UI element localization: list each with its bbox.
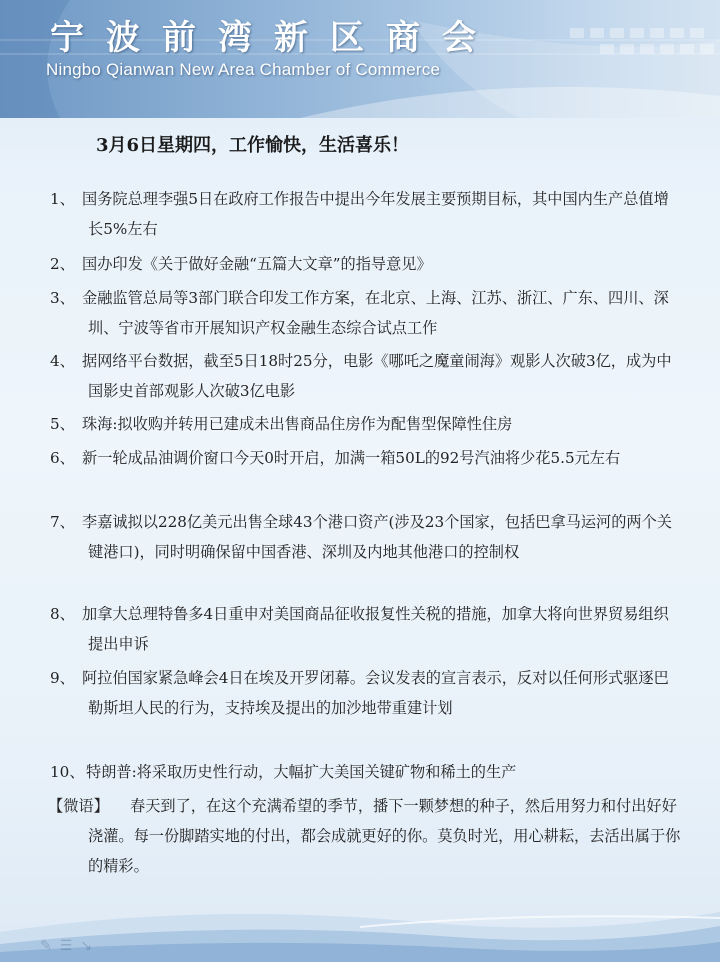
news-text: 特朗普:将采取历史性行动，大幅扩大美国关键矿物和稀土的生产 [86,763,517,781]
arrow-icon: ↘ [80,938,93,954]
news-index: 3、 [50,289,75,307]
footer-wave [0,892,720,962]
news-item-10 [50,757,680,787]
news-index: 7、 [50,513,75,531]
footer-icons [40,938,92,954]
news-text: 国务院总理李强5日在政府工作报告中提出今年发展主要预期目标，其中国内生产总值增长5%左右 [82,190,669,238]
weiyu-tag: 【微语】 [48,797,109,815]
news-text: 李嘉诚拟以228亿美元出售全球43个港口资产(涉及23个国家，包括巴拿马运河的两个关键港口)，同时明确保留中国香港、深圳及内地其他港口的控制权 [82,513,672,561]
pen-icon: ✎ [40,938,52,954]
news-item-9 [50,663,680,723]
news-text: 珠海:拟收购并转用已建成未出售商品住房作为配售型保障性住房 [82,415,513,433]
news-item-8 [50,599,680,659]
news-item-3 [50,283,680,343]
news-item-5 [50,409,680,439]
news-text: 国办印发《关于做好金融“五篇大文章”的指导意见》 [82,255,432,273]
header-banner [0,0,720,118]
footer-wave-graphic [0,892,720,962]
weiyu-section [48,791,688,881]
news-item-7 [50,507,680,567]
news-index: 10、 [50,763,85,781]
news-item-6 [50,443,680,473]
header-title-en: Ningbo Qianwan New Area Chamber of Commerce [46,60,441,79]
news-item-2 [50,249,680,279]
news-text: 据网络平台数据，截至5日18时25分，电影《哪吒之魔童闹海》观影人次破3亿，成为中国影史首部观影人次破3亿电影 [82,352,672,400]
news-index: 1、 [50,190,75,208]
news-index: 6、 [50,449,75,467]
news-text: 新一轮成品油调价窗口今天0时开启，加满一箱50L的92号汽油将少花5.5元左右 [82,449,621,467]
menu-icon: ☰ [59,938,73,954]
news-text: 加拿大总理特鲁多4日重申对美国商品征收报复性关税的措施，加拿大将向世界贸易组织提出申诉 [82,605,669,653]
greeting-line: 3月6日星期四，工作愉快，生活喜乐！ [96,135,410,156]
news-text: 阿拉伯国家紧急峰会4日在埃及开罗闭幕。会议发表的宣言表示，反对以任何形式驱逐巴勒斯坦人民的行为，支持埃及提出的加沙地带重建计划 [82,669,669,717]
news-index: 4、 [50,352,75,370]
news-index: 5、 [50,415,75,433]
news-index: 8、 [50,605,75,623]
weiyu-text: 春天到了，在这个充满希望的季节，播下一颗梦想的种子，然后用努力和付出好好浇灌。每一份脚踏实地的付出，都会成就更好的你。莫负时光，用心耕耘，去活出属于你的精彩。 [88,797,681,875]
news-index: 2、 [50,255,75,273]
news-item-4 [50,346,680,406]
news-index: 9、 [50,669,75,687]
header-title-cn: 宁波前湾新区商会 [50,18,498,58]
news-item-1 [50,184,680,244]
news-text: 金融监管总局等3部门联合印发工作方案，在北京、上海、江苏、浙江、广东、四川、深圳、宁波等省市开展知识产权金融生态综合试点工作 [82,289,669,337]
